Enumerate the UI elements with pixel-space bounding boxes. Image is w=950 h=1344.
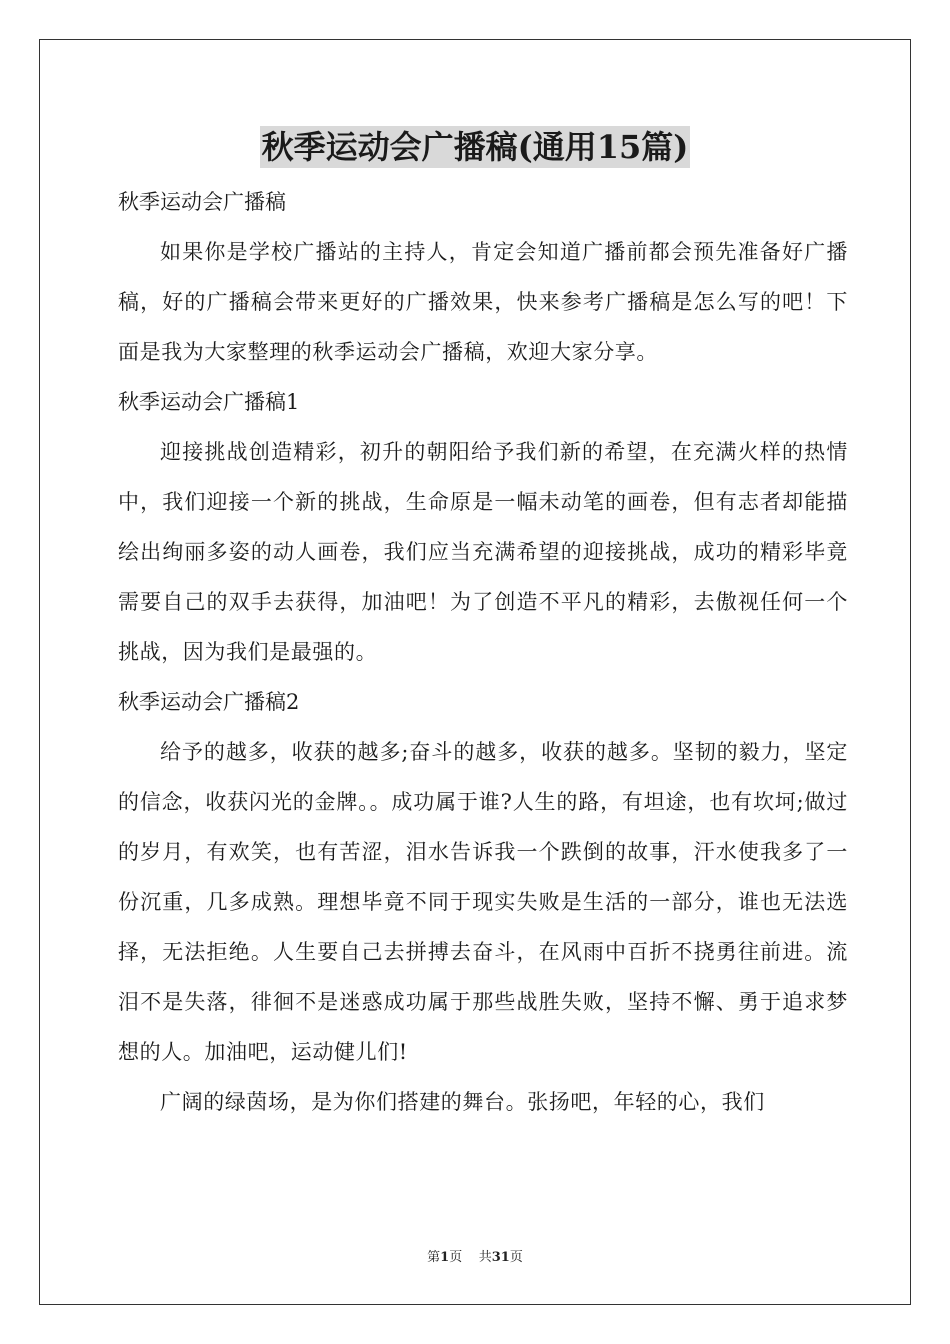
- page-number: 1: [440, 1250, 450, 1265]
- section-heading-1: 秋季运动会广播稿1: [118, 390, 300, 414]
- total-prefix: 共: [478, 1250, 492, 1265]
- page-footer: [0, 1246, 950, 1265]
- total-pages: 31: [491, 1250, 510, 1265]
- intro-paragraph: 如果你是学校广播站的主持人，肯定会知道广播前都会预先准备好广播稿，好的广播稿会带来更好的广播效果，快来参考广播稿是怎么写的吧！下面是我为大家整理的秋季运动会广播稿，欢迎大家分享。: [118, 240, 848, 364]
- total-suffix: 页: [509, 1250, 523, 1265]
- section-1-paragraph-1: 迎接挑战创造精彩，初升的朝阳给予我们新的希望，在充满火样的热情中，我们迎接一个新的挑战，生命原是一幅未动笔的画卷，但有志者却能描绘出绚丽多姿的动人画卷，我们应当充满希望的迎接挑战，成功的精彩毕竟需要自己的双手去获得，加油吧！为了创造不平凡的精彩，去傲视任何一个挑战，因为我们是最强的。: [118, 440, 848, 664]
- intro-heading: 秋季运动会广播稿: [118, 190, 286, 214]
- section-heading-2: 秋季运动会广播稿2: [118, 690, 300, 714]
- document-title: 秋季运动会广播稿(通用15篇): [261, 128, 689, 166]
- document-body: [118, 177, 848, 1127]
- page-prefix: 第: [427, 1250, 441, 1265]
- page-suffix: 页: [449, 1250, 463, 1265]
- section-2-paragraph-2: 广阔的绿茵场，是为你们搭建的舞台。张扬吧，年轻的心，我们: [160, 1090, 765, 1114]
- section-2-paragraph-1: 给予的越多，收获的越多;奋斗的越多，收获的越多。坚韧的毅力，坚定的信念，收获闪光的金牌。。成功属于谁?人生的路，有坦途，也有坎坷;做过的岁月，有欢笑，也有苦涩，泪水告诉我一个跌倒的故事，汗水使我多了一份沉重，几多成熟。理想毕竟不同于现实失败是生活的一部分，谁也无法选择，无法拒绝。人生要自己去拼搏去奋斗，在风雨中百折不挠勇往前进。流泪不是失落，徘徊不是迷惑成功属于那些战胜失败，坚持不懈、勇于追求梦想的人。加油吧，运动健儿们!: [118, 740, 848, 1064]
- title-area: [0, 126, 950, 168]
